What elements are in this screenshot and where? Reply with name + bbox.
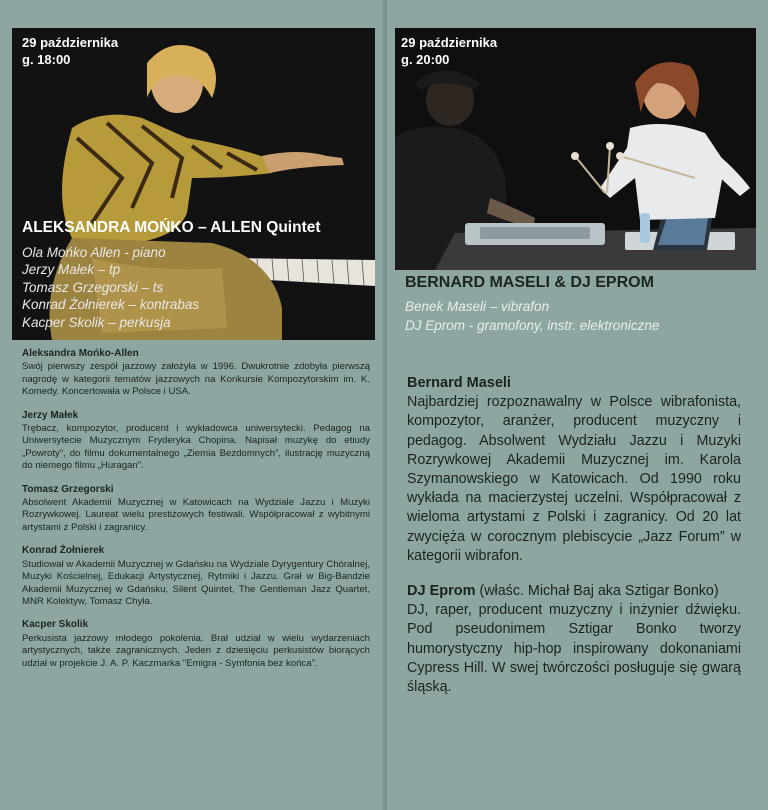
right-date-time: g. 20:00 bbox=[401, 52, 450, 67]
bio-heading bbox=[407, 582, 741, 601]
bio-block bbox=[22, 410, 370, 473]
lineup-item: Benek Maseli – vibrafon bbox=[405, 299, 550, 314]
fold-line bbox=[385, 0, 387, 810]
bio-name: Aleksandra Mońko-Allen bbox=[22, 348, 139, 359]
bio-name: Konrad Żołnierek bbox=[22, 545, 105, 557]
lineup-item: Konrad Żołnierek – kontrabas bbox=[22, 297, 200, 313]
bio-name: Kacper Skolik bbox=[22, 619, 89, 631]
bio-block bbox=[22, 348, 370, 399]
bio-text: DJ, raper, producent muzyczny i inżynier dźwięku. Pod pseudonimem Sztigar Bonko tworzy humorystyczny hip-hop inspirowany dokonaniami Cypress Hill. W swej twórczości posługuje się gwarą śląską. bbox=[407, 602, 741, 696]
bio-text: Najbardziej rozpoznawalny w Polsce wibrafonista, kompozytor, aranżer, producent muzyczny i pedagog. Absolwent Wydziału Jazzu i Muzyki Rozrywkowej Akademii Muzycznej im. Karola Szymanowskiego w Katowicach. Od 1990 roku wykłada na macierzystej uczelni. Współpracował z wieloma artystami z Polski i zagranicy. Od 20 lat zwycięża w corocznym plebiscycie „Jazz Forum” w kategorii wibrafon. bbox=[407, 394, 741, 564]
right-date bbox=[401, 34, 497, 68]
lineup-item: Jerzy Małek – tp bbox=[22, 262, 121, 278]
right-date-day: 29 października bbox=[401, 35, 498, 50]
bio-block bbox=[22, 619, 370, 670]
bio-heading bbox=[407, 374, 741, 393]
bio-block bbox=[407, 582, 741, 697]
bio-aka: (właśc. Michał Baj aka Sztigar Bonko) bbox=[475, 583, 719, 600]
bio-text: Trębacz, kompozytor, producent i wykładowca uniwersytecki. Pedagog na Uniwersytecie Muzycznym Fryderyka Chopina. Napisał muzykę do etiudy „Powroty”, do filmu dokumentalnego „Ziemia Bezdomnych”, ilustrację muzyczną do niemego filmu „Huragan”. bbox=[22, 423, 370, 472]
left-lineup bbox=[22, 244, 199, 331]
left-date-time: g. 18:00 bbox=[22, 52, 71, 67]
lineup-item: Kacper Skolik – perkusja bbox=[22, 314, 171, 330]
bio-text: Perkusista jazzowy młodego pokolenia. Brał udział w wielu wydarzeniach artystycznych, także zagranicznych. Jeden z dziesięciu perkusistów biorących udział w projekcie J. A. P. Kaczmarka "Emigra - Symfonia bez końca". bbox=[22, 632, 370, 669]
left-date-day: 29 października bbox=[22, 35, 119, 50]
bio-text: Studiował w Akademii Muzycznej w Gdańsku na Wydziale Dyrygentury Chóralnej, Muzyki Kościelnej, Edukacji Artystycznej, Rytmiki i Jazzu. Grał w Big-Bandzie Akademii Muzycznej w Gdańsku, Silent Quintet, The Gentleman Jazz Quartet, MNR Kolektyw, Tomasz Chyła. bbox=[22, 558, 370, 607]
right-headliner: BERNARD MASELI & DJ EPROM bbox=[405, 274, 654, 291]
lineup-item: Ola Mońko Allen - piano bbox=[22, 245, 166, 260]
bio-name: Bernard Maseli bbox=[407, 375, 511, 391]
bio-name: Jerzy Małek bbox=[22, 409, 79, 421]
lineup-item: Tomasz Grzegorski – ts bbox=[22, 279, 164, 295]
lineup-item: DJ Eprom - gramofony, instr. elektroniczne bbox=[405, 317, 660, 333]
left-date bbox=[22, 34, 118, 68]
right-lineup bbox=[405, 298, 659, 335]
bio-block bbox=[407, 374, 741, 566]
right-bios bbox=[407, 374, 741, 713]
left-headliner: ALEKSANDRA MOŃKO – ALLEN Quintet bbox=[22, 219, 321, 236]
bio-name: Tomasz Grzegorski bbox=[22, 483, 114, 495]
bio-block bbox=[22, 484, 370, 535]
bio-text: Absolwent Akademii Muzycznej w Katowicach na Wydziale Jazzu i Muzyki Rozrywkowej. Laureat wielu prestiżowych festiwali. Współpracował z wybitnymi artystami z Polski i zagranicy. bbox=[22, 497, 370, 533]
bio-block bbox=[22, 545, 370, 608]
bio-text: Swój pierwszy zespół jazzowy założyła w 1996. Dwukrotnie zdobyła pierwszą nagrodę w kategorii tematów jazzowych na Konkursie Kompozytorskim im. K. Komedy. Koncertowała w Polsce i USA. bbox=[22, 361, 370, 398]
bio-name: DJ Eprom bbox=[407, 583, 476, 600]
left-bios bbox=[22, 348, 370, 681]
